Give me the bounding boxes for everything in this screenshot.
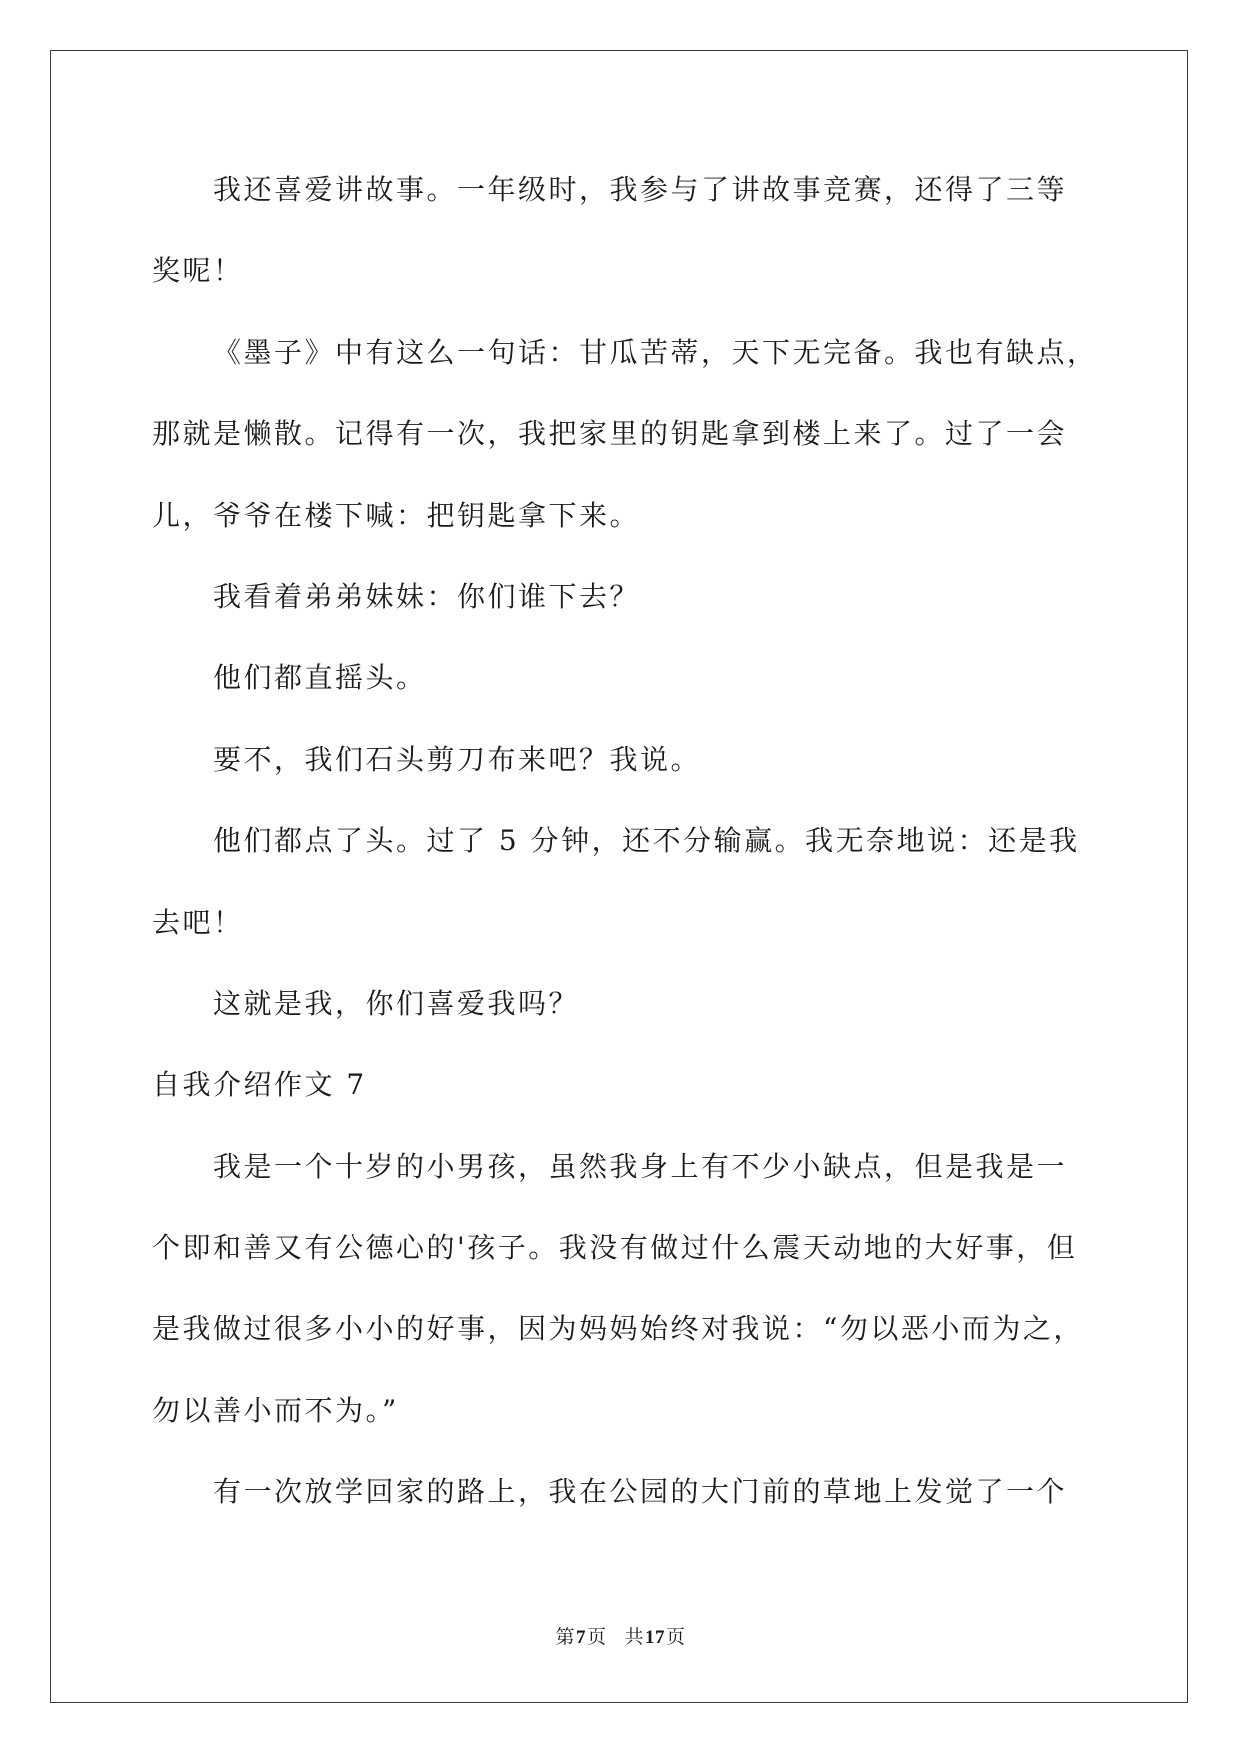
paragraph-line: 有一次放学回家的路上，我在公园的大门前的草地上发觉了一个 — [213, 1475, 1068, 1509]
paragraph-line: 儿，爷爷在楼下喊：把钥匙拿下来。 — [152, 498, 641, 532]
paragraph-line: 勿以善小而不为。” — [152, 1393, 399, 1427]
paragraph — [152, 1451, 1162, 1532]
page-number-label — [555, 1626, 606, 1648]
paragraph-line: 那就是懒散。记得有一次，我把家里的钥匙拿到楼上来了。过了一会 — [152, 417, 1068, 451]
paragraph — [152, 1126, 1162, 1452]
total-pages: 17 — [645, 1627, 666, 1648]
total-pages-label — [625, 1626, 686, 1648]
paragraph-line: 我看着弟弟妹妹：你们谁下去？ — [213, 579, 641, 613]
page-prefix: 第 — [555, 1626, 575, 1648]
paragraph-line: 他们都直摇头。 — [213, 661, 427, 695]
page-number: 7 — [575, 1627, 586, 1648]
paragraph-line: 个即和善又有公德心的'孩子。我没有做过什么震天动地的大好事，但 — [152, 1231, 1078, 1265]
paragraph — [152, 556, 1162, 637]
paragraph-line: 我是一个十岁的小男孩，虽然我身上有不少小缺点，但是我是一 — [213, 1149, 1068, 1183]
paragraph-line: 我还喜爱讲故事。一年级时，我参与了讲故事竞赛，还得了三等 — [213, 173, 1068, 206]
paragraph-line: 是我做过很多小小的好事，因为妈妈始终对我说：“勿以恶小而为之， — [152, 1312, 1084, 1346]
paragraph-line: 这就是我，你们喜爱我吗？ — [213, 986, 580, 1020]
paragraph — [152, 800, 1162, 963]
page-footer — [0, 1622, 1241, 1649]
paragraph-line: 去吧！ — [152, 905, 244, 939]
section-heading: 自我介绍作文 7 — [152, 1068, 367, 1102]
total-prefix: 共 — [624, 1626, 645, 1648]
paragraph — [152, 963, 1162, 1044]
paragraph — [152, 149, 1162, 312]
paragraph-line: 《墨子》中有这么一句话：甘瓜苦蒂，天下无完备。我也有缺点， — [213, 335, 1098, 369]
paragraph-line: 他们都点了头。过了 5 分钟，还不分输赢。我无奈地说：还是我 — [213, 824, 1080, 858]
section-heading-block — [152, 1044, 1162, 1125]
paragraph — [152, 312, 1162, 556]
paragraph-line: 奖呢！ — [152, 254, 244, 288]
page-suffix: 页 — [586, 1626, 607, 1648]
total-suffix: 页 — [666, 1626, 686, 1648]
paragraph-line: 要不，我们石头剪刀布来吧？我说。 — [213, 742, 702, 776]
document-body — [152, 149, 1162, 1533]
paragraph — [152, 637, 1162, 718]
paragraph — [152, 719, 1162, 800]
